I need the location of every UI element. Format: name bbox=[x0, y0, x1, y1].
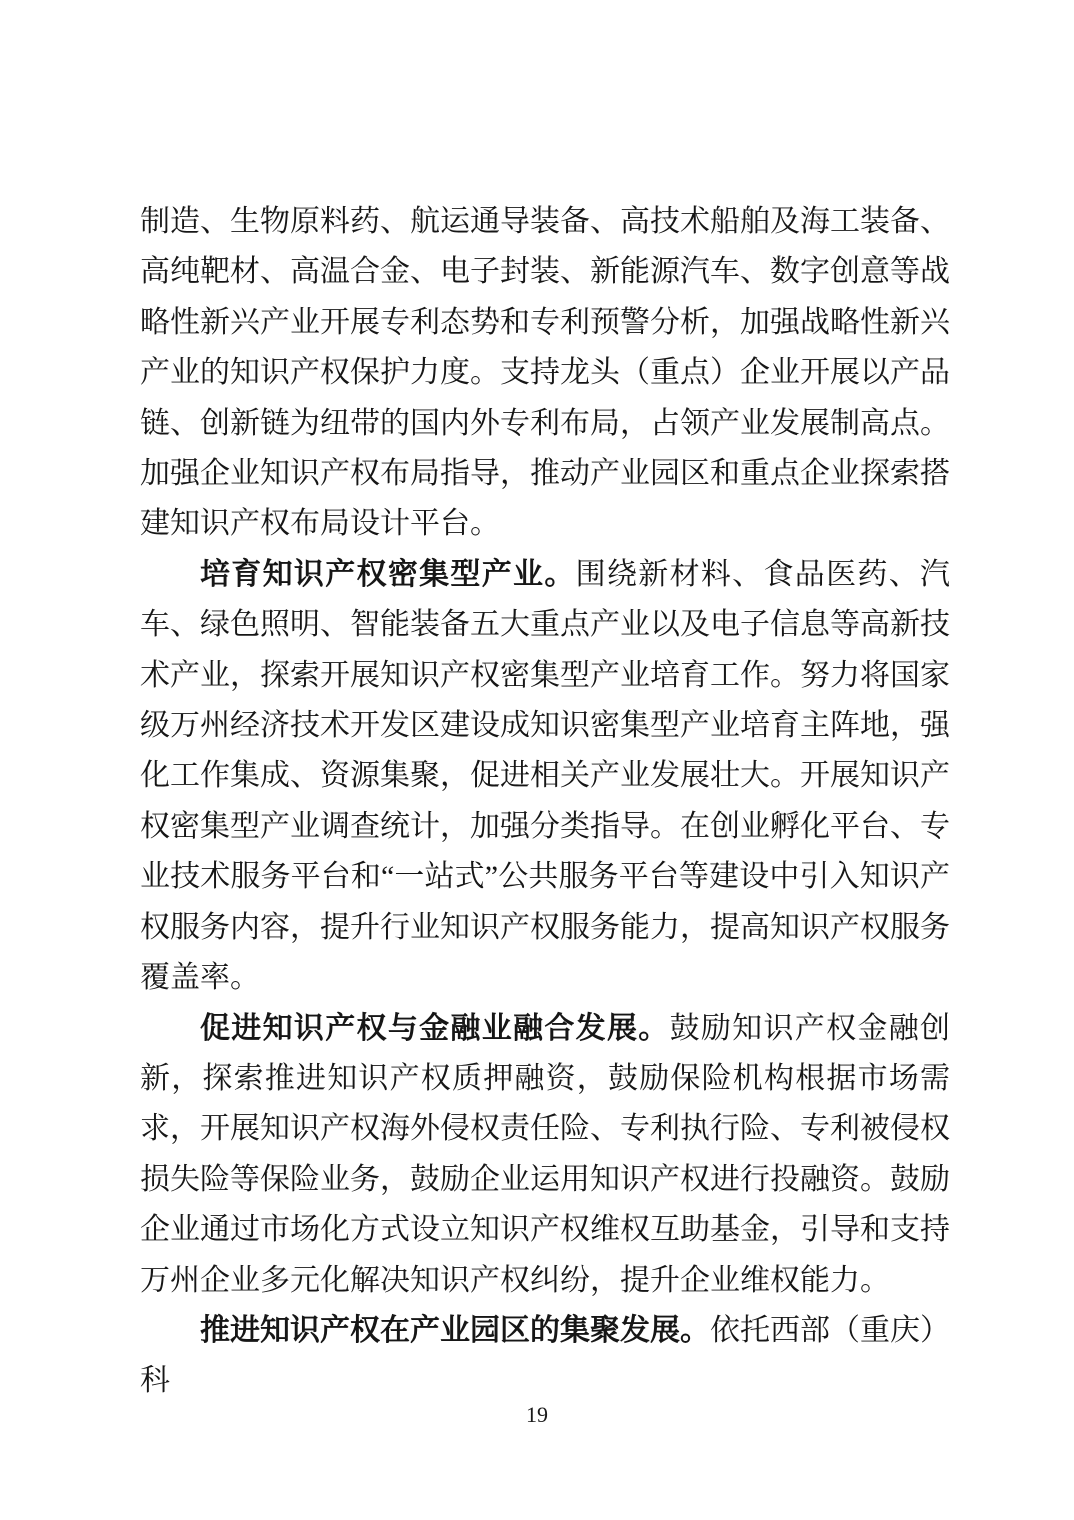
paragraph-text: 围绕新材料、食品医药、汽车、绿色照明、智能装备五大重点产业以及电子信息等高新技术产业，探索开展知识产权密集型产业培育工作。努力将国家级万州经济技术开发区建设成知识密集型产业培育主阵地，强化工作集成、资源集聚，促进相关产业发展壮大。开展知识产权密集型产业调查统计，加强分类指导。在创业孵化平台、专业技术服务平台和“一站式”公共服务平台等建设中引入知识产权服务内容，提升行业知识产权服务能力，提高知识产权服务覆盖率。 bbox=[140, 557, 951, 995]
document-body bbox=[140, 197, 950, 1407]
paragraph-lead: 培育知识产权密集型产业。 bbox=[200, 557, 576, 591]
paragraph bbox=[140, 197, 950, 550]
paragraph bbox=[140, 1306, 950, 1407]
paragraph bbox=[140, 1004, 950, 1306]
paragraph-text: 依托西部（重庆）科 bbox=[140, 1313, 950, 1398]
paragraph-text: 制造、生物原料药、航运通导装备、高技术船舶及海工装备、高纯靶材、高温合金、电子封装、新能源汽车、数字创意等战略性新兴产业开展专利态势和专利预警分析，加强战略性新兴产业的知识产权保护力度。支持龙头（重点）企业开展以产品链、创新链为纽带的国内外专利布局，占领产业发展制高点。加强企业知识产权布局指导，推动产业园区和重点企业探索搭建知识产权布局设计平台。 bbox=[140, 205, 950, 541]
paragraph-text: 鼓励知识产权金融创新，探索推进知识产权质押融资，鼓励保险机构根据市场需求，开展知识产权海外侵权责任险、专利执行险、专利被侵权损失险等保险业务，鼓励企业运用知识产权进行投融资。鼓励企业通过市场化方式设立知识产权维权互助基金，引导和支持万州企业多元化解决知识产权纠纷，提升企业维权能力。 bbox=[140, 1011, 951, 1297]
paragraph-lead: 推进知识产权在产业园区的集聚发展。 bbox=[200, 1313, 710, 1347]
paragraph bbox=[140, 550, 950, 1004]
page-number: 19 bbox=[526, 1402, 548, 1427]
paragraph-lead: 促进知识产权与金融业融合发展。 bbox=[200, 1011, 670, 1045]
